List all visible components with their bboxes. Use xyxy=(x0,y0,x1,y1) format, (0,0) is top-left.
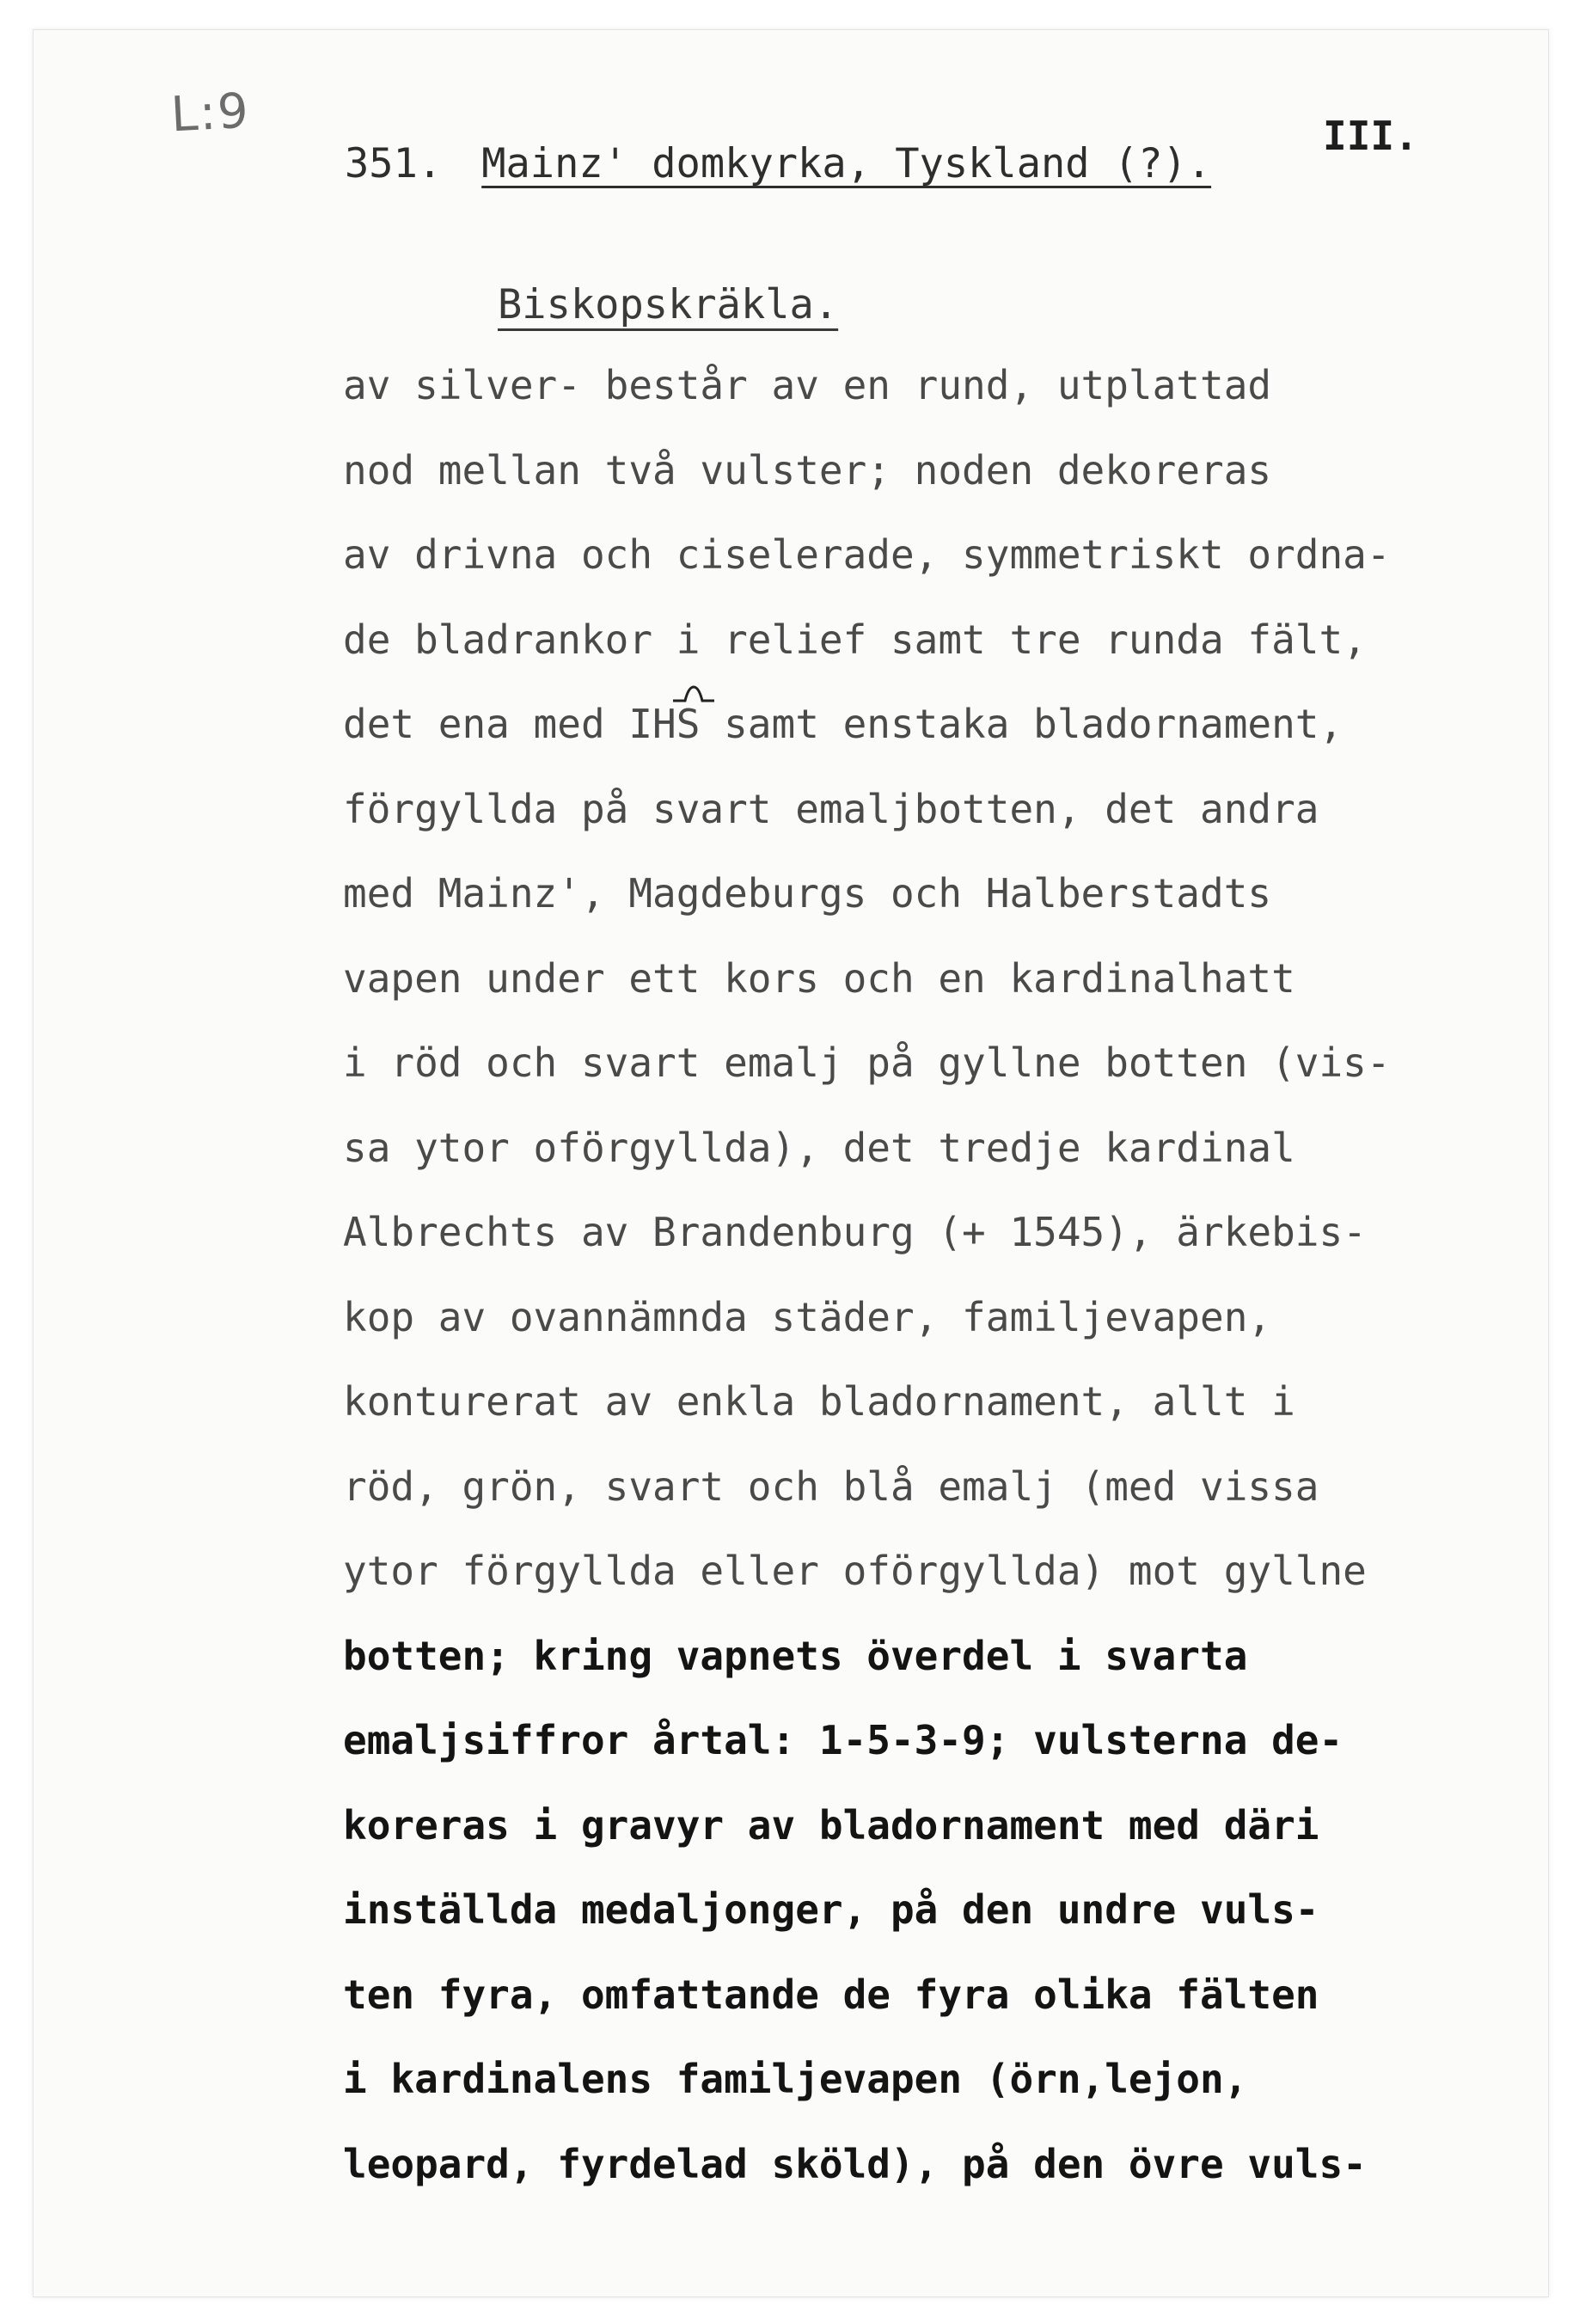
text-line: emaljsiffror årtal: 1-5-3-9; vulsterna de- xyxy=(343,1717,1343,1763)
text-line: Albrechts av Brandenburg (+ 1545), ärkebis- xyxy=(343,1209,1367,1255)
text-line: sa ytor oförgyllda), det tredje kardinal xyxy=(343,1124,1295,1171)
text-line: röd, grön, svart och blå emalj (med vissa xyxy=(343,1462,1319,1510)
body-text xyxy=(343,362,1546,2229)
text-line: ytor förgyllda eller oförgyllda) mot gyllne xyxy=(343,1548,1367,1594)
text-line: nod mellan två vulster; noden dekoreras xyxy=(343,446,1272,494)
entry-title: Mainz' domkyrka, Tyskland (?). xyxy=(481,140,1212,187)
text-line: kop av ovannämnda städer, familjevapen, xyxy=(343,1293,1272,1340)
text-line: leopard, fyrdelad sköld), på den övre vuls- xyxy=(343,2140,1367,2187)
text-line: av silver- består av en rund, utplattad xyxy=(343,362,1272,408)
text-line: det ena med IHS samt enstaka bladornament, xyxy=(343,701,1343,747)
entry-number: 351. xyxy=(345,140,443,187)
text-line: av drivna och ciselerade, symmetriskt ordna- xyxy=(343,531,1391,578)
text-line: de bladrankor i relief samt tre runda fält, xyxy=(343,616,1367,663)
document-page xyxy=(33,29,1549,2297)
entry-header xyxy=(345,140,1211,187)
text-line: med Mainz', Magdeburgs och Halberstadts xyxy=(343,870,1272,917)
text-line: ten fyra, omfattande de fyra olika fälten xyxy=(343,1971,1319,2018)
text-line: i kardinalens familjevapen (örn,lejon, xyxy=(343,2056,1248,2102)
text-line: koreras i gravyr av bladornament med däri xyxy=(343,1801,1319,1849)
object-subtitle: Biskopskräkla. xyxy=(498,281,839,328)
text-line: inställda medaljonger, på den undre vuls- xyxy=(343,1886,1319,1933)
text-line: förgyllda på svart emaljbotten, det andra xyxy=(343,785,1319,832)
text-line: konturerat av enkla bladornament, allt i xyxy=(343,1378,1295,1425)
text-line: i röd och svart emalj på gyllne botten (vis- xyxy=(343,1039,1391,1086)
margin-note: L:9 xyxy=(169,83,252,144)
page-number: III. xyxy=(1323,113,1418,159)
text-line: botten; kring vapnets överdel i svarta xyxy=(343,1632,1248,1679)
text-line: vapen under ett kors och en kardinalhatt xyxy=(343,954,1295,1002)
